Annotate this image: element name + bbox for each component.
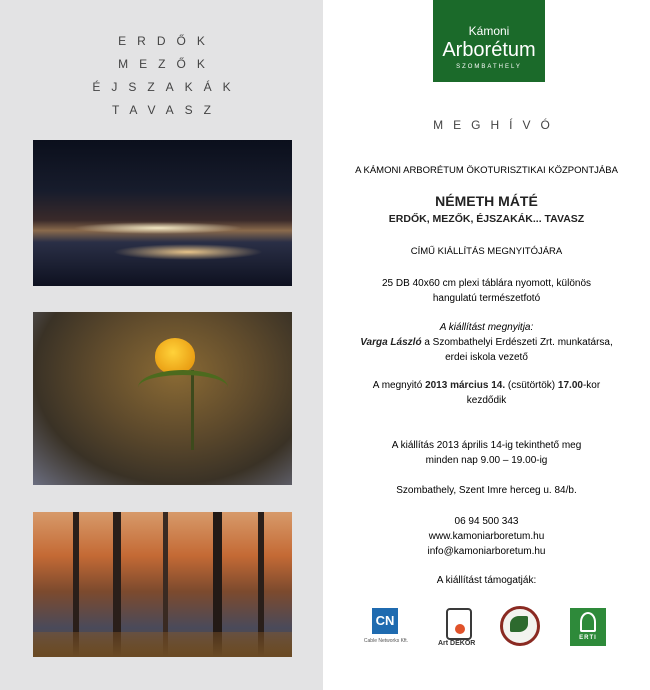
left-panel xyxy=(0,0,323,690)
poem-line: ÉJSZAKÁK xyxy=(92,80,242,94)
logo-line3: SZOMBATHELY xyxy=(456,64,522,70)
poem xyxy=(0,30,323,122)
cn-caption: Cable Networks Kft. xyxy=(363,638,409,644)
erti-caption: ERTI xyxy=(579,635,597,641)
visit-block xyxy=(323,438,650,468)
kamoni-arboretum-logo xyxy=(433,0,545,82)
flower-photo xyxy=(33,312,292,485)
logo-line1: Kámoni xyxy=(468,24,510,38)
leaf-icon xyxy=(510,616,528,632)
opening-label: CÍMŰ KIÁLLÍTÁS MEGNYITÓJÁRA xyxy=(410,246,563,257)
exhibition-title: ERDŐK, MEZŐK, ÉJSZAKÁK... TAVASZ xyxy=(388,213,585,225)
address: Szombathely, Szent Imre herceg u. 84/b. xyxy=(396,485,577,496)
poem-line: MEZŐK xyxy=(118,57,216,71)
artdekor-caption: Art DEKOR xyxy=(438,640,476,647)
sponsor-logos xyxy=(360,606,620,650)
visit-line2: minden nap 9.00 – 19.00-ig xyxy=(425,455,548,466)
invitation-title: MEGHÍVÓ xyxy=(433,118,560,132)
start-line xyxy=(323,378,650,393)
opener-block xyxy=(323,320,650,365)
cable-networks-logo xyxy=(360,606,408,650)
opener-line xyxy=(323,335,650,350)
tree-icon xyxy=(580,612,596,632)
contact-block xyxy=(323,514,650,559)
erti-logo xyxy=(570,606,610,650)
opener-role-line2: erdei iskola vezető xyxy=(445,352,528,363)
forestry-seal-logo xyxy=(500,606,544,650)
description-line: 25 DB 40x60 cm plexi táblára nyomott, különös xyxy=(382,278,591,289)
opener-intro: A kiállítást megnyitja: xyxy=(439,322,534,333)
description xyxy=(323,276,650,306)
description-line: hangulatú természetfotó xyxy=(432,293,541,304)
forest-photo xyxy=(33,512,292,657)
email-link[interactable]: info@kamoniarboretum.hu xyxy=(427,546,546,557)
venue-text: A KÁMONI ARBORÉTUM ÖKOTURISZTIKAI KÖZPONTJÁBA xyxy=(355,165,618,176)
poem-line: ERDŐK xyxy=(118,34,216,48)
artdekor-logo xyxy=(438,606,486,650)
start-line2: kezdődik xyxy=(466,395,507,406)
opener-name: Varga László xyxy=(360,337,422,348)
cn-mark: CN xyxy=(372,608,398,634)
start-day: (csütörtök) xyxy=(505,380,558,391)
night-landscape-photo xyxy=(33,140,292,286)
artdekor-dot xyxy=(455,624,465,634)
opener-role: a Szombathelyi Erdészeti Zrt. munkatársa, xyxy=(421,337,613,348)
start-date: 2013 március 14. xyxy=(425,380,506,391)
website-link[interactable]: www.kamoniarboretum.hu xyxy=(428,531,545,542)
poem-line: TAVASZ xyxy=(111,103,222,117)
sponsors-label: A kiállítást támogatják: xyxy=(436,575,537,586)
artist-name: NÉMETH MÁTÉ xyxy=(435,193,538,209)
phone: 06 94 500 343 xyxy=(454,516,519,527)
visit-line1: A kiállítás 2013 április 14-ig tekinthető meg xyxy=(391,440,582,451)
start-suffix: -kor xyxy=(582,380,601,391)
start-block xyxy=(323,378,650,408)
logo-line2: Arborétum xyxy=(442,39,536,61)
start-time: 17.00 xyxy=(557,380,583,391)
start-prefix: A megnyitó xyxy=(372,380,426,391)
